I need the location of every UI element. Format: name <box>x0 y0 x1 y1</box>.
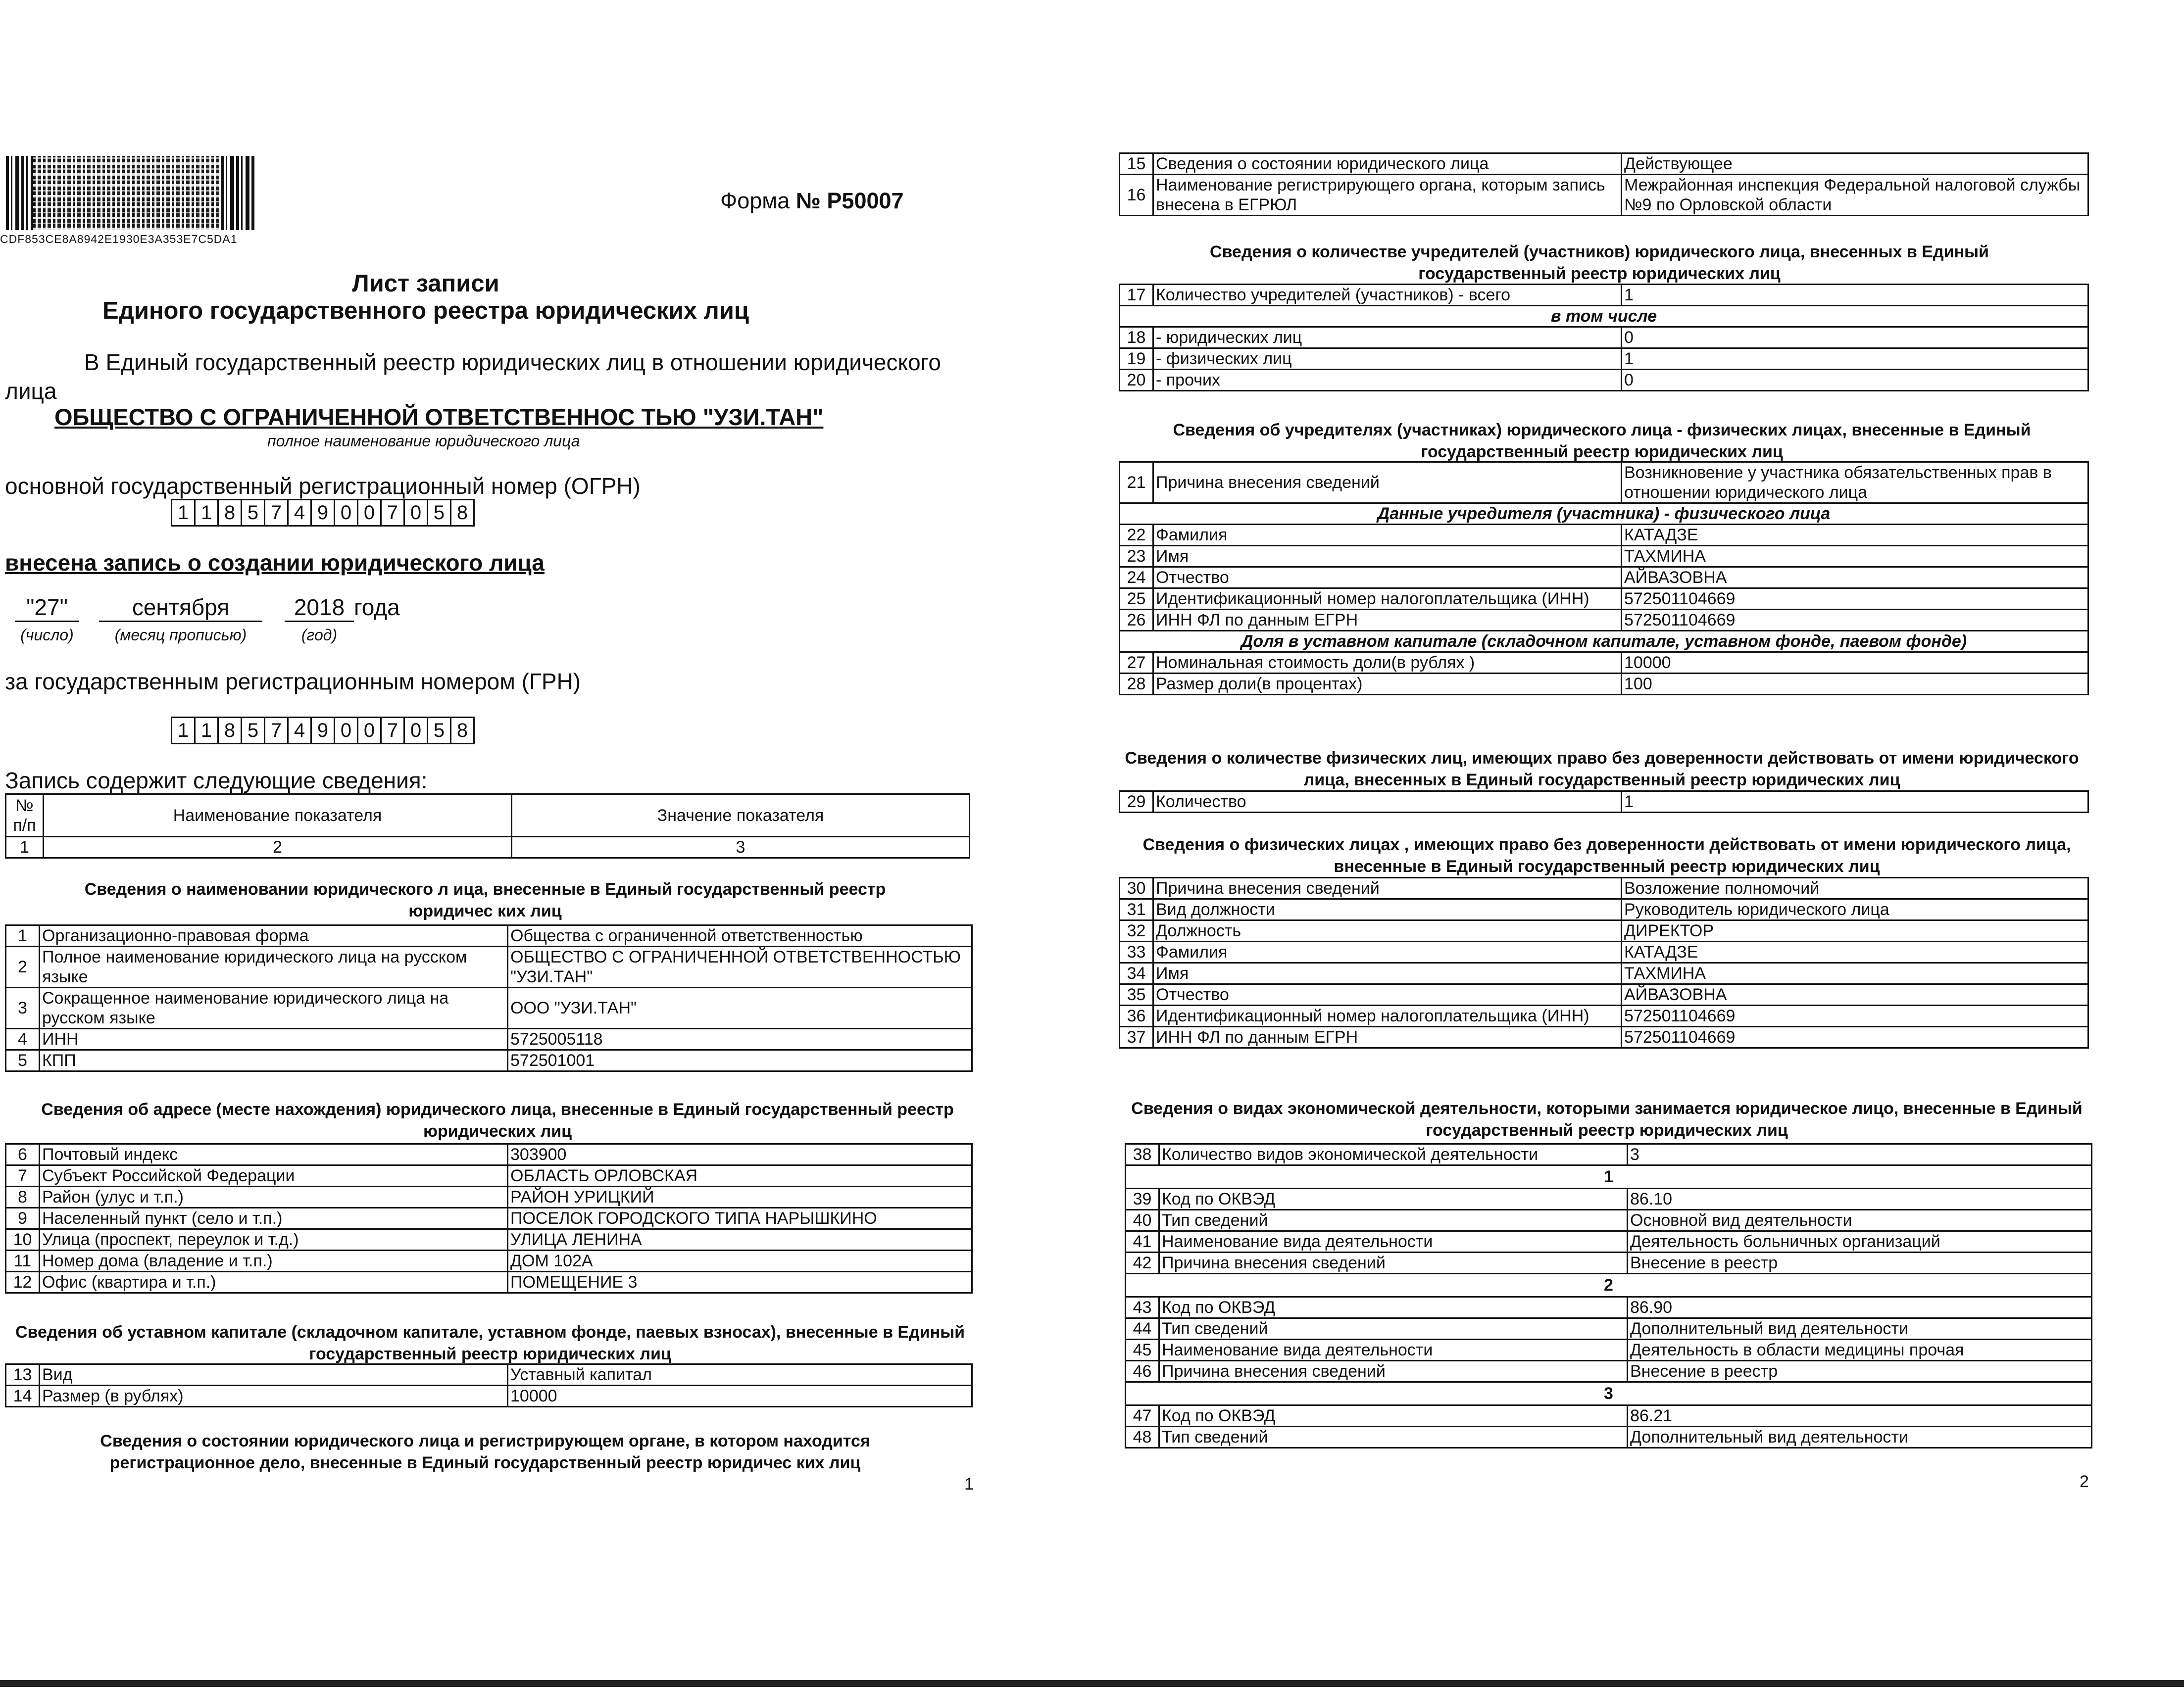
row-value: 0 <box>1622 327 2088 348</box>
row-value: АЙВАЗОВНА <box>1622 984 2088 1006</box>
table-row <box>1120 878 2088 899</box>
row-key: КПП <box>40 1050 508 1071</box>
okved-group-1: 1 <box>1126 1165 2092 1189</box>
row-key: Сведения о состоянии юридического лица <box>1153 153 1622 175</box>
row-key: Должность <box>1153 920 1622 942</box>
row-key: Офис (квартира и т.п.) <box>40 1272 508 1293</box>
row-value: АЙВАЗОВНА <box>1622 567 2088 588</box>
digit-box: 0 <box>335 718 358 743</box>
row-number: 30 <box>1120 878 1153 899</box>
column-header-value: Значение показателя <box>512 794 970 837</box>
row-key: Размер доли(в процентах) <box>1153 674 1622 695</box>
section-title-state: Сведения о состоянии юридического лица и регистрирующем органе, в котором находится регистрационное дело, внесенные в Единый государственный реестр юридичес ких лиц <box>100 1432 870 1472</box>
row-number: 19 <box>1120 348 1153 370</box>
row-value: 572501001 <box>508 1050 972 1071</box>
column-number-1: 1 <box>6 837 44 858</box>
table-row <box>1126 1231 2092 1253</box>
row-key: Организационно-правовая форма <box>40 925 508 947</box>
table-persons-count <box>1119 790 2089 813</box>
row-value: ТАХМИНА <box>1622 546 2088 567</box>
table-name-info <box>5 924 973 1072</box>
table-subheader-row <box>1120 503 2088 525</box>
column-number-3: 3 <box>512 837 970 858</box>
table-row <box>1120 652 2088 674</box>
row-value: Дополнительный вид деятельности <box>1628 1318 2092 1340</box>
table-row <box>6 1229 972 1251</box>
table-row <box>1126 1253 2092 1274</box>
grn-label: за государственным регистрационным номером (ГРН) <box>5 669 581 694</box>
intro-line-1: В Единый государственный реестр юридических лиц в отношении юридического <box>84 349 942 375</box>
table-row <box>1126 1427 2092 1448</box>
row-number: 36 <box>1120 1006 1153 1027</box>
row-key: Тип сведений <box>1159 1318 1628 1340</box>
row-key: Полное наименование юридического лица на русском языке <box>40 947 508 988</box>
table-subheader-row <box>1120 306 2088 327</box>
row-number: 8 <box>6 1187 40 1208</box>
table-row <box>6 1187 972 1208</box>
row-value: ТАХМИНА <box>1622 963 2088 984</box>
row-value: 86.21 <box>1628 1405 2092 1427</box>
row-key: Почтовый индекс <box>40 1144 508 1165</box>
row-key: Код по ОКВЭД <box>1159 1297 1628 1318</box>
row-key: - юридических лиц <box>1153 327 1622 348</box>
date-month-caption: (месяц прописью) <box>114 626 247 644</box>
row-number: 32 <box>1120 920 1153 942</box>
subheader-founder-data: Данные учредителя (участника) - физического лица <box>1120 503 2088 525</box>
row-number: 24 <box>1120 567 1153 588</box>
row-number: 25 <box>1120 588 1153 610</box>
table-row <box>1120 920 2088 942</box>
digit-box: 9 <box>312 500 335 525</box>
digit-box: 4 <box>289 500 312 525</box>
digit-box: 1 <box>172 500 196 525</box>
row-key: Отчество <box>1153 984 1622 1006</box>
row-key: Причина внесения сведений <box>1153 878 1622 899</box>
row-number: 18 <box>1120 327 1153 348</box>
row-key: Идентификационный номер налогоплательщика (ИНН) <box>1153 588 1622 610</box>
row-number: 22 <box>1120 525 1153 546</box>
digit-box: 5 <box>242 500 265 525</box>
row-number: 7 <box>6 1165 40 1187</box>
row-value: УЛИЦА ЛЕНИНА <box>508 1229 972 1251</box>
row-key: Количество <box>1153 791 1622 813</box>
row-value: РАЙОН УРИЦКИЙ <box>508 1187 972 1208</box>
digit-box: 0 <box>358 718 382 743</box>
digit-box: 5 <box>428 718 451 743</box>
row-value: Возложение полномочий <box>1622 878 2088 899</box>
row-key: Номинальная стоимость доли(в рублях ) <box>1153 652 1622 674</box>
row-key: Код по ОКВЭД <box>1159 1405 1628 1427</box>
okved-group-3: 3 <box>1126 1382 2092 1405</box>
row-key: Номер дома (владение и т.п.) <box>40 1251 508 1272</box>
share-rows <box>1120 652 2088 695</box>
table-row <box>1120 610 2088 631</box>
row-key: Сокращенное наименование юридического лица на русском языке <box>40 988 508 1029</box>
row-number: 45 <box>1126 1340 1159 1361</box>
row-number: 10 <box>6 1229 40 1251</box>
row-value: 86.90 <box>1628 1297 2092 1318</box>
row-value: 10000 <box>508 1386 972 1407</box>
date-day-value: "27" <box>15 594 79 622</box>
row-value: Уставный капитал <box>508 1364 972 1386</box>
subheader-share: Доля в уставном капитале (складочном капитале, уставном фонде, паевом фонде) <box>1120 631 2088 652</box>
row-value: 572501104669 <box>1622 610 2088 631</box>
row-number: 21 <box>1120 462 1153 503</box>
digit-box: 7 <box>382 718 405 743</box>
row-value: ПОМЕЩЕНИЕ 3 <box>508 1272 972 1293</box>
row-value: Руководитель юридического лица <box>1622 899 2088 920</box>
row-key: ИНН ФЛ по данным ЕГРН <box>1153 1027 1622 1048</box>
row-number: 44 <box>1126 1318 1159 1340</box>
table-row <box>1120 525 2088 546</box>
row-number: 11 <box>6 1251 40 1272</box>
date-year-value: 2018 <box>285 594 354 622</box>
digit-box: 1 <box>196 500 219 525</box>
column-number-2: 2 <box>44 837 512 858</box>
page-number-2: 2 <box>2080 1472 2089 1491</box>
row-value: 1 <box>1622 348 2088 370</box>
table-row <box>6 925 972 947</box>
table-row <box>1126 1144 2092 1165</box>
row-number: 12 <box>6 1272 40 1293</box>
row-value: ПОСЕЛОК ГОРОДСКОГО ТИПА НАРЫШКИНО <box>508 1208 972 1229</box>
table-row <box>1120 791 2088 813</box>
founders-count-rows <box>1120 327 2088 391</box>
column-header-number: № п/п <box>6 794 44 837</box>
row-number: 31 <box>1120 899 1153 920</box>
row-key: Идентификационный номер налогоплательщика (ИНН) <box>1153 1006 1622 1027</box>
row-value: 3 <box>1628 1144 2092 1165</box>
section-title-persons-count: Сведения о количестве физических лиц, имеющих право без доверенности действовать от имени юридического лица, внесенных в Единый государственный реестр юридических лиц <box>1125 749 2079 789</box>
table-row <box>6 1165 972 1187</box>
form-number-value: № Р50007 <box>795 188 904 213</box>
row-number: 6 <box>6 1144 40 1165</box>
record-contents-label: Запись содержит следующие сведения: <box>5 768 428 793</box>
digit-box: 4 <box>289 718 312 743</box>
page-2 <box>1092 0 2184 1690</box>
digit-box: 8 <box>456 720 468 741</box>
column-header-table <box>5 793 970 859</box>
row-number: 16 <box>1120 175 1153 216</box>
table-row <box>6 1386 972 1407</box>
table-row <box>1120 588 2088 610</box>
table-row <box>1120 567 2088 588</box>
digit-box: 0 <box>358 500 382 525</box>
row-key: Размер (в рублях) <box>40 1386 508 1407</box>
row-key: Улица (проспект, переулок и т.д.) <box>40 1229 508 1251</box>
okved-rows-3 <box>1126 1405 2092 1448</box>
table-row <box>1120 674 2088 695</box>
row-number: 29 <box>1120 791 1153 813</box>
date-day <box>15 594 79 644</box>
row-number: 23 <box>1120 546 1153 567</box>
table-row <box>1126 1340 2092 1361</box>
row-key: Имя <box>1153 546 1622 567</box>
row-number: 14 <box>6 1386 40 1407</box>
row-key: Причина внесения сведений <box>1159 1253 1628 1274</box>
table-row <box>1126 1297 2092 1318</box>
date-year <box>285 594 354 644</box>
row-number: 41 <box>1126 1231 1159 1253</box>
row-value: 1 <box>1622 791 2088 813</box>
row-key: Отчество <box>1153 567 1622 588</box>
table-row <box>1120 963 2088 984</box>
table-persons <box>1119 877 2089 1049</box>
table-row <box>1120 285 2088 306</box>
row-value: Действующее <box>1622 153 2088 175</box>
digit-box: 8 <box>219 718 242 743</box>
column-number-row <box>6 837 970 858</box>
row-key: Фамилия <box>1153 525 1622 546</box>
row-number: 33 <box>1120 942 1153 963</box>
subheader-in-total: в том числе <box>1120 306 2088 327</box>
table-row <box>6 1144 972 1165</box>
okved-group-row <box>1126 1382 2092 1405</box>
digit-box: 0 <box>405 500 428 525</box>
row-number: 38 <box>1126 1144 1159 1165</box>
row-key: - прочих <box>1153 370 1622 391</box>
row-key: ИНН ФЛ по данным ЕГРН <box>1153 610 1622 631</box>
section-title-capital: Сведения об уставном капитале (складочном капитале, уставном фонде, паевых взносах), внесенные в Единый государственный реестр юридических лиц <box>15 1323 965 1363</box>
digit-box: 9 <box>312 718 335 743</box>
row-key: Тип сведений <box>1159 1210 1628 1231</box>
row-value: 86.10 <box>1628 1189 2092 1210</box>
table-okved <box>1125 1143 2092 1449</box>
digit-box: 0 <box>405 718 428 743</box>
table-row <box>6 1272 972 1293</box>
row-value: 5725005118 <box>508 1029 972 1050</box>
row-number: 20 <box>1120 370 1153 391</box>
form-number <box>720 188 904 214</box>
row-key: Фамилия <box>1153 942 1622 963</box>
table-row <box>1126 1210 2092 1231</box>
table-subheader-row <box>1120 631 2088 652</box>
company-name-caption: полное наименование юридического лица <box>267 432 580 450</box>
row-number: 1 <box>6 925 40 947</box>
table-row <box>6 1050 972 1071</box>
row-value: Внесение в реестр <box>1628 1361 2092 1382</box>
row-number: 47 <box>1126 1405 1159 1427</box>
row-key: Вид должности <box>1153 899 1622 920</box>
digit-box: 8 <box>219 500 242 525</box>
row-key: Вид <box>40 1364 508 1386</box>
okved-group-row <box>1126 1165 2092 1189</box>
barcode-code: CDF853CE8A8942E1930E3A353E7C5DA1 <box>0 233 238 245</box>
row-number: 28 <box>1120 674 1153 695</box>
table-row <box>1126 1189 2092 1210</box>
row-number: 40 <box>1126 1210 1159 1231</box>
table-row <box>1120 153 2088 175</box>
row-key: Имя <box>1153 963 1622 984</box>
row-number: 2 <box>6 947 40 988</box>
page-number-1: 1 <box>964 1475 974 1494</box>
document-title: Лист записи <box>352 270 499 297</box>
row-number: 5 <box>6 1050 40 1071</box>
row-key: Количество видов экономической деятельности <box>1159 1144 1628 1165</box>
table-row <box>1120 1006 2088 1027</box>
row-key: Причина внесения сведений <box>1159 1361 1628 1382</box>
table-row <box>1120 1027 2088 1048</box>
table-founders-count <box>1119 284 2089 391</box>
table-row <box>6 1208 972 1229</box>
table-row <box>1120 327 2088 348</box>
row-value: 10000 <box>1622 652 2088 674</box>
row-value: 1 <box>1622 285 2088 306</box>
company-full-name: ОБЩЕСТВО С ОГРАНИЧЕННОЙ ОТВЕТСТВЕННОС ТЬЮ "УЗИ.ТАН" <box>54 404 824 430</box>
row-value: Деятельность в области медицины прочая <box>1628 1340 2092 1361</box>
row-key: Причина внесения сведений <box>1153 462 1622 503</box>
row-number: 15 <box>1120 153 1153 175</box>
row-number: 48 <box>1126 1427 1159 1448</box>
row-number: 34 <box>1120 963 1153 984</box>
row-value: Дополнительный вид деятельности <box>1628 1427 2092 1448</box>
ogrn-label: основной государственный регистрационный номер (ОГРН) <box>5 473 641 499</box>
digit-box: 0 <box>335 500 358 525</box>
date-year-caption: (год) <box>301 626 338 644</box>
row-value: 100 <box>1622 674 2088 695</box>
digit-box: 1 <box>196 718 219 743</box>
row-number: 37 <box>1120 1027 1153 1048</box>
digit-box: 1 <box>172 718 196 743</box>
row-value: Деятельность больничных организаций <box>1628 1231 2092 1253</box>
table-row <box>1120 348 2088 370</box>
table-row <box>6 1364 972 1386</box>
scan-edge-line <box>0 1680 2184 1687</box>
table-row <box>1120 370 2088 391</box>
row-value: ОБЛАСТЬ ОРЛОВСКАЯ <box>508 1165 972 1187</box>
table-row <box>1126 1318 2092 1340</box>
section-title-address: Сведения об адресе (месте нахождения) юридического лица, внесенные в Единый государственный реестр юридических лиц <box>41 1100 954 1141</box>
record-type: внесена запись о создании юридического лица <box>5 550 545 576</box>
row-key: Количество учредителей (участников) - всего <box>1153 285 1622 306</box>
date-month-value: сентября <box>99 594 262 622</box>
table-row <box>6 1251 972 1272</box>
row-value: ОБЩЕСТВО С ОГРАНИЧЕННОЙ ОТВЕТСТВЕННОСТЬЮ "УЗИ.ТАН" <box>508 947 972 988</box>
row-number: 3 <box>6 988 40 1029</box>
row-number: 4 <box>6 1029 40 1050</box>
table-capital <box>5 1363 973 1407</box>
row-number: 13 <box>6 1364 40 1386</box>
row-value: 0 <box>1622 370 2088 391</box>
table-row <box>1120 546 2088 567</box>
row-value: Основной вид деятельности <box>1628 1210 2092 1231</box>
intro-line-2: лица <box>5 378 57 404</box>
founder-rows <box>1120 525 2088 631</box>
section-title-founders-count: Сведения о количестве учредителей (участников) юридического лица, внесенных в Единый государственный реестр юридических лиц <box>1210 242 1989 283</box>
table-founders <box>1119 461 2089 695</box>
row-value: 303900 <box>508 1144 972 1165</box>
row-value: КАТАДЗЕ <box>1622 525 2088 546</box>
table-address <box>5 1143 973 1294</box>
section-title-okved: Сведения о видах экономической деятельности, которыми занимается юридическое лицо, внесенные в Единый государственный реестр юридических лиц <box>1131 1099 2083 1140</box>
row-value: ДИРЕКТОР <box>1622 920 2088 942</box>
barcode-image <box>6 156 256 230</box>
row-key: Тип сведений <box>1159 1427 1628 1448</box>
document-subtitle: Единого государственного реестра юридических лиц <box>102 297 749 324</box>
row-key: - физических лиц <box>1153 348 1622 370</box>
row-key: Наименование вида деятельности <box>1159 1340 1628 1361</box>
date-day-caption: (число) <box>20 626 74 644</box>
row-value: Общества с ограниченной ответственностью <box>508 925 972 947</box>
row-key: ИНН <box>40 1029 508 1050</box>
row-key: Населенный пункт (село и т.п.) <box>40 1208 508 1229</box>
row-key: Наименование регистрирующего органа, которым запись внесена в ЕГРЮЛ <box>1153 175 1622 216</box>
row-value: КАТАДЗЕ <box>1622 942 2088 963</box>
table-row <box>1120 984 2088 1006</box>
digit-box: 7 <box>265 500 289 525</box>
row-key: Наименование вида деятельности <box>1159 1231 1628 1253</box>
okved-rows-1 <box>1126 1189 2092 1274</box>
ogrn-digit-boxes <box>171 499 475 527</box>
digit-box: 7 <box>382 500 405 525</box>
table-row <box>1126 1405 2092 1427</box>
date-month <box>99 594 262 644</box>
digit-box: 5 <box>242 718 265 743</box>
column-header-row <box>6 794 970 837</box>
table-row <box>1120 175 2088 216</box>
row-value: 572501104669 <box>1622 1006 2088 1027</box>
grn-digit-boxes <box>171 717 475 744</box>
column-header-indicator: Наименование показателя <box>44 794 512 837</box>
row-number: 9 <box>6 1208 40 1229</box>
row-value: Внесение в реестр <box>1628 1253 2092 1274</box>
row-value: 572501104669 <box>1622 588 2088 610</box>
row-value: Межрайонная инспекция Федеральной налоговой службы №9 по Орловской области <box>1622 175 2088 216</box>
okved-group-row <box>1126 1274 2092 1297</box>
table-row <box>1120 899 2088 920</box>
table-state <box>1119 152 2089 216</box>
section-title-founders: Сведения об учредителях (участниках) юридического лица - физических лицах, внесенные в Единый государственный реестр юридических лиц <box>1173 421 2031 461</box>
section-title-persons: Сведения о физических лицах , имеющих право без доверенности действовать от имени юридического лица, внесенные в Единый государственный реестр юридических лиц <box>1142 835 2071 876</box>
row-number: 46 <box>1126 1361 1159 1382</box>
digit-box: 7 <box>265 718 289 743</box>
row-value: ДОМ 102А <box>508 1251 972 1272</box>
table-row <box>6 988 972 1029</box>
row-number: 17 <box>1120 285 1153 306</box>
row-key: Код по ОКВЭД <box>1159 1189 1628 1210</box>
row-number: 43 <box>1126 1297 1159 1318</box>
table-row <box>1126 1361 2092 1382</box>
date-year-suffix: года <box>354 594 400 620</box>
row-key: Район (улус и т.п.) <box>40 1187 508 1208</box>
row-number: 42 <box>1126 1253 1159 1274</box>
row-value: ООО "УЗИ.ТАН" <box>508 988 972 1029</box>
row-number: 39 <box>1126 1189 1159 1210</box>
row-value: Возникновение у участника обязательственных прав в отношении юридического лица <box>1622 462 2088 503</box>
table-row <box>1120 942 2088 963</box>
digit-box: 8 <box>456 502 468 524</box>
row-number: 35 <box>1120 984 1153 1006</box>
row-number: 27 <box>1120 652 1153 674</box>
row-number: 26 <box>1120 610 1153 631</box>
form-label: Форма <box>720 188 790 213</box>
table-row <box>6 947 972 988</box>
table-row <box>6 1029 972 1050</box>
row-key: Субъект Российской Федерации <box>40 1165 508 1187</box>
okved-group-2: 2 <box>1126 1274 2092 1297</box>
okved-rows-2 <box>1126 1297 2092 1382</box>
section-title-name: Сведения о наименовании юридического л ица, внесенные в Единый государственный реестр юридичес ких лиц <box>84 880 886 920</box>
table-row <box>1120 462 2088 503</box>
digit-box: 5 <box>428 500 451 525</box>
row-value: 572501104669 <box>1622 1027 2088 1048</box>
